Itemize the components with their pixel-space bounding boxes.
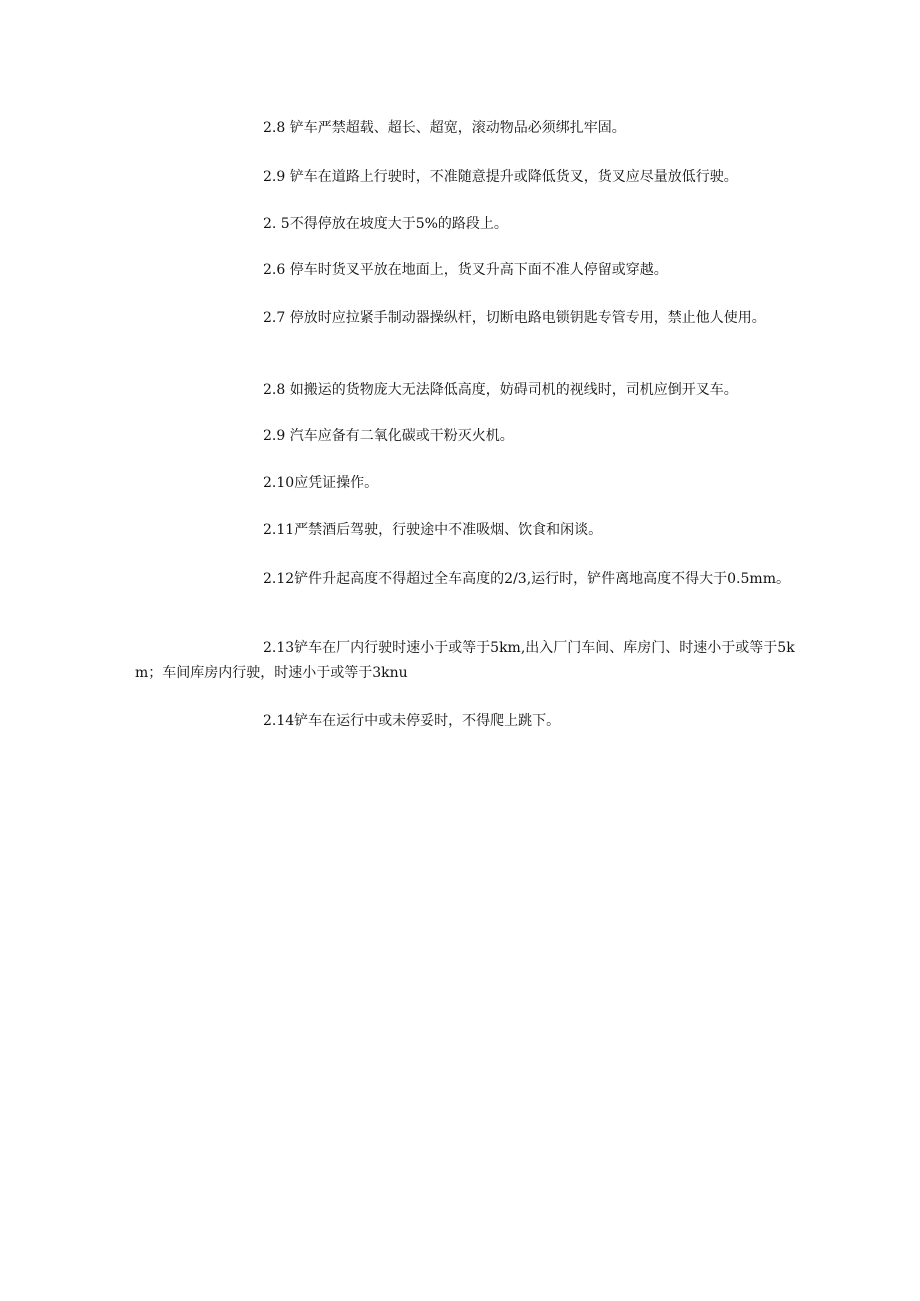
paragraph-2-8-reverse-driving: 2.8 如搬运的货物庞大无法降低高度，妨碍司机的视线时，司机应倒开叉车。 (263, 382, 738, 398)
paragraph-2-11-no-drinking: 2.11严禁酒后驾驶，行驶途中不准吸烟、饮食和闲谈。 (263, 522, 603, 538)
paragraph-2-5-slope-parking: 2. 5不得停放在坡度大于5%的路段上。 (263, 216, 508, 232)
paragraph-2-13-speed-limit: 2.13铲车在厂内行驶时速小于或等于5km,出入厂门车间、库房门、时速小于或等于5km；车间库房内行驶，时速小于或等于3knu (135, 640, 795, 681)
paragraph-2-10-license: 2.10应凭证操作。 (263, 475, 379, 491)
paragraph-2-14-no-jumping: 2.14铲车在运行中或未停妥时，不得爬上跳下。 (263, 713, 561, 729)
paragraph-2-8-overload: 2.8 铲车严禁超载、超长、超宽，滚动物品必须绑扎牢固。 (263, 120, 626, 136)
paragraph-2-7-handbrake: 2.7 停放时应拉紧手制动器操纵杆，切断电路电锁钥匙专管专用，禁止他人使用。 (263, 310, 766, 326)
paragraph-2-9-extinguisher: 2.9 汽车应备有二氧化碳或干粉灭火机。 (263, 428, 514, 444)
paragraph-2-9-road-driving: 2.9 铲车在道路上行驶时，不准随意提升或降低货叉，货叉应尽量放低行驶。 (263, 169, 738, 185)
paragraph-2-12-lift-height: 2.12铲件升起高度不得超过全车高度的2/3,运行时，铲件离地高度不得大于0.5mm。 (263, 571, 790, 587)
paragraph-2-6-fork-lowered: 2.6 停车时货叉平放在地面上，货叉升高下面不准人停留或穿越。 (263, 262, 668, 278)
